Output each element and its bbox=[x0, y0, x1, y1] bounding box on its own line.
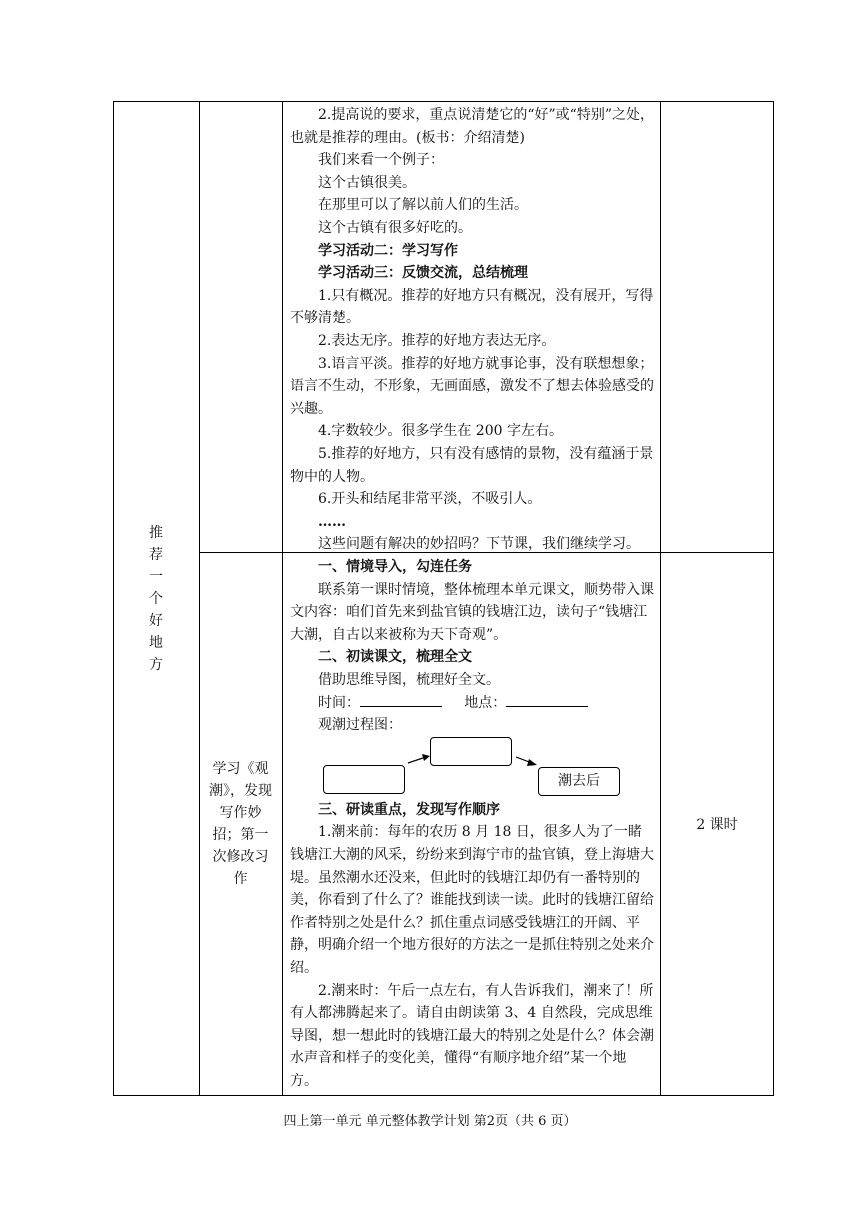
paragraph: 二、初读课文，梳理全文 bbox=[318, 649, 472, 666]
paragraph: 学习活动三：反馈交流，总结梳理 bbox=[318, 265, 528, 282]
paragraph: 三、研读重点，发现写作顺序 bbox=[318, 801, 500, 818]
table-divider-2 bbox=[282, 101, 283, 1096]
row2-content bbox=[290, 556, 654, 1092]
row2-paragraphs-a bbox=[290, 556, 654, 692]
tide-process-diagram bbox=[290, 737, 654, 799]
paragraph: 2.表达无序。推荐的好地方表达无序。 bbox=[318, 332, 556, 349]
time-place-line bbox=[290, 692, 654, 715]
place-blank bbox=[506, 692, 588, 707]
paragraph: 一、情境导入，勾连任务 bbox=[318, 559, 472, 575]
lesson-topic-cell bbox=[113, 101, 199, 1096]
paragraph: 我们来看一个例子： bbox=[318, 152, 444, 169]
diagram-box-1 bbox=[323, 765, 405, 794]
process-label: 观潮过程图： bbox=[318, 717, 402, 734]
table-border-top bbox=[113, 101, 774, 102]
paragraph: 4.字数较少。很多学生在 200 字左右。 bbox=[318, 423, 563, 440]
paragraph: 6.开头和结尾非常平淡，不吸引人。 bbox=[318, 491, 542, 508]
arrow-1-head bbox=[422, 754, 430, 761]
time-blank bbox=[360, 692, 442, 707]
page-footer: 四上第一单元 单元整体教学计划 第2页（共 6 页） bbox=[283, 1114, 577, 1129]
row2-paragraphs-b bbox=[290, 799, 654, 1093]
paragraph: 1.只有概况。推荐的好地方只有概况，没有展开，写得不够清楚。 bbox=[290, 287, 654, 327]
paragraph: …… bbox=[318, 513, 346, 530]
row1-content bbox=[290, 104, 654, 556]
duration-cell bbox=[660, 552, 774, 1096]
row1-paragraphs bbox=[290, 104, 654, 556]
place-label: 地点： bbox=[464, 694, 507, 711]
diagram-box-3 bbox=[538, 767, 620, 796]
paragraph: 3.语言平淡。推荐的好地方就事论事，没有联想想象；语言不生动，不形象，无画面感，激发不了想去体验感受的兴趣。 bbox=[290, 355, 654, 417]
duration-text: 2 课时 bbox=[696, 817, 738, 833]
activity-text: 学习《观潮》，发现写作妙招；第一次修改习作 bbox=[209, 761, 272, 887]
paragraph: 2.潮来时：午后一点左右，有人告诉我们，潮来了！所有人都沸腾起来了。请自由朗读第 3、4 自然段，完成思维导图，想一想此时的钱塘江最大的特别之处是什么？体会潮水声音和样子的变化美，懂得“有顺序地介绍”某一个地方。 bbox=[290, 982, 654, 1089]
paragraph: 5.推荐的好地方，只有没有感情的景物，没有蕴涵于景物中的人物。 bbox=[290, 445, 654, 485]
paragraph: 2.提高说的要求，重点说清楚它的“好”或“特别”之处，也就是推荐的理由。(板书：介绍清楚) bbox=[290, 107, 654, 146]
paragraph: 这个古镇很美。 bbox=[318, 174, 416, 191]
lesson-topic: 推荐一个好地方 bbox=[149, 524, 163, 673]
arrow-2-head bbox=[527, 759, 537, 766]
paragraph: 联系第一课时情境，整体梳理本单元课文，顺势带入课文内容：咱们首先来到盐官镇的钱塘江边，读句子“钱塘江大潮，自古以来被称为天下奇观”。 bbox=[290, 581, 654, 643]
paragraph: 这些问题有解决的妙招吗？下节课，我们继续学习。 bbox=[318, 536, 640, 553]
paragraph: 这个古镇有很多好吃的。 bbox=[318, 219, 472, 236]
paragraph: 借助思维导图，梳理好全文。 bbox=[318, 671, 500, 688]
diagram-box-2 bbox=[430, 737, 512, 766]
time-label: 时间： bbox=[318, 694, 360, 711]
paragraph: 1.潮来前：每年的农历 8 月 18 日，很多人为了一睹钱塘江大潮的风采，纷纷来到海宁市的盐官镇，登上海塘大堤。虽然潮水还没来，但此时的钱塘江却仍有一番特别的美，你看到了什么了？谁能找到读一读。此时的钱塘江留给作者特别之处是什么？抓住重点词感受钱塘江的开阔、平静，明确介绍一个地方很好的方法之一是抓住特别之处来介绍。 bbox=[290, 824, 654, 976]
paragraph: 学习活动二：学习写作 bbox=[318, 242, 458, 259]
paragraph: 在那里可以了解以前人们的生活。 bbox=[318, 197, 528, 214]
diagram-box-3-label: 潮去后 bbox=[558, 772, 600, 789]
activity-cell bbox=[199, 552, 282, 1096]
